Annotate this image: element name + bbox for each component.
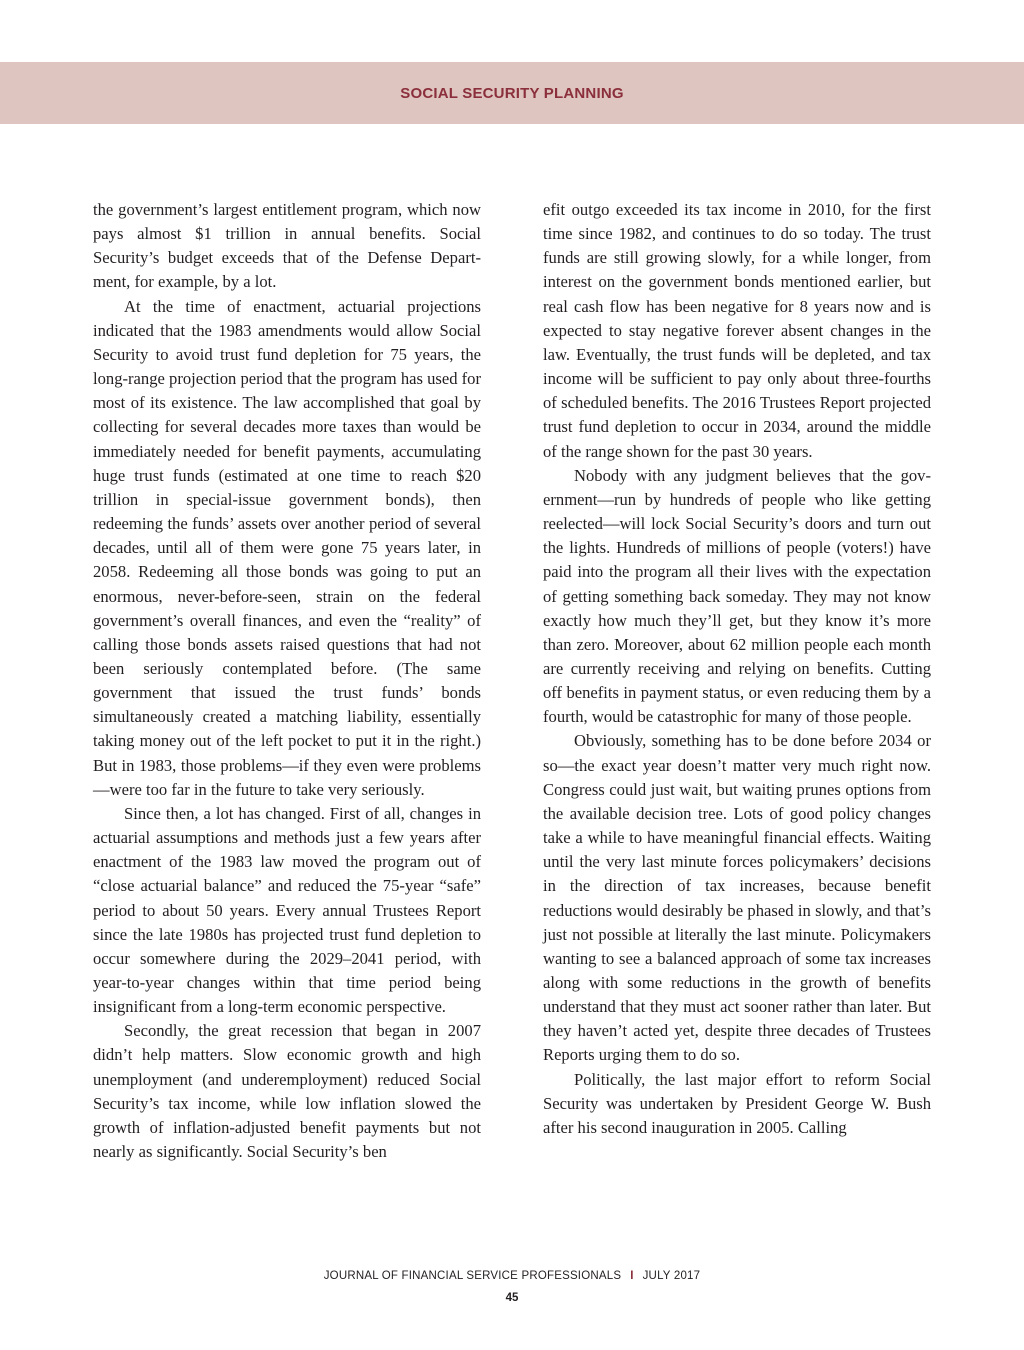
page-footer [0,1270,1024,1282]
section-title: SOCIAL SECURITY PLANNING [400,84,624,102]
article-column-left [93,198,481,1164]
journal-name: JOURNAL OF FINANCIAL SERVICE PROFESSIONALS [323,1270,622,1282]
paragraph: the government’s largest entitlement program, which now pays almost $1 trillion in annual benefits. Social Security’s budget exceeds that of the Defense Department, for example, by a lot. [93,200,481,292]
paragraph: Obviously, something has to be done before 2034 or so—the exact year doesn’t matter very much right now. Congress could just wait, but waiting prunes options from the available decision tree. Lots of good policy changes take a while to have meaningful financial effects. Waiting until the very last minute forces policymakers’ decisions in the direction of tax increases, because benefit reductions would desirably be phased in slowly, and that’s just not possible at literally the last minute. Policymakers wanting to see a balanced approach of some tax increases along with some reductions in the growth of benefits understand that they must act sooner rather than later. But they haven’t acted yet, despite three decades of Trustees Reports urging them to do so. [543,731,931,1065]
paragraph: At the time of enactment, actuarial projections indicated that the 1983 amendments would allow Social Security to avoid trust fund depletion for 75 years, the long-range projection period that the program has used for most of its existence. The law accomplished that goal by collecting for several decades more taxes than would be immediately needed for benefit payments, accumulating huge trust funds (estimated at one time to reach $20 trillion in special-issue government bonds), then redeeming the funds’ assets over another period of several decades, until all of them were gone 75 years later, in 2058. Redeeming all those bonds was going to put an enormous, never-before-seen, strain on the federal government’s overall finances, and even the “reality” of calling those bonds assets raised questions that had not been seriously contemplated before. (The same government that issued the trust funds’ bonds simultaneously created a matching liability, essentially taking money out of the left pocket to put it in the right.) But in 1983, those problems—if they even were problems—were too far in the future to take very seriously. [93,296,481,799]
paragraph: Politically, the last major effort to reform Social Security was undertaken by President George W. Bush after his second inauguration in 2005. Calling [543,1069,931,1137]
paragraph: Nobody with any judgment believes that the government—run by hundreds of people who like getting reelected—will lock Social Security’s doors and turn out the lights. Hundreds of millions of people (voters!) have paid into the program all their lives with the expectation of getting something back someday. They may not know exactly how much they’ll get, but they know it’s more than zero. Moreover, about 62 million people each month are currently receiving and relying on benefits. Cutting off benefits in payment status, or even reducing them by a fourth, would be catastrophic for many of those people. [543,465,931,727]
page-number: 45 [505,1292,519,1304]
paragraph: efit outgo exceeded its tax income in 2010, for the first time since 1982, and continues to do so today. The trust funds are still growing slowly, for a while longer, from interest on the government bonds mentioned earlier, but real cash flow has been negative for 8 years now and is expected to stay negative forever absent changes in the law. Eventually, the trust funds will be depleted, and tax income will be sufficient to pay only about three-fourths of scheduled benefits. The 2016 Trustees Report projected trust fund depletion to occur in 2034, around the middle of the range shown for the past 30 years. [543,200,931,461]
issue-date: JULY 2017 [642,1270,701,1282]
section-header-band [0,62,1024,124]
paragraph: Since then, a lot has changed. First of all, changes in actuarial assumptions and methods just a few years after enactment of the 1983 law moved the program out of “close actuarial balance” and reduced the 75-year “safe” period to about 50 years. Every annual Trustees Report since the late 1980s has projected trust fund depletion to occur somewhere during the 2029–2041 period, with year-to-year changes within that time period being insignificant from a long-term economic perspective. [93,803,481,1017]
footer-separator: I [630,1270,634,1282]
paragraph: Secondly, the great recession that began in 2007 didn’t help matters. Slow economic growth and high unemployment (and underemployment) reduced Social Security’s tax income, while low inflation slowed the growth of inflation-adjusted benefit payments but not nearly as significantly. Social Security’s ben [93,1021,481,1162]
article-column-right [543,198,931,1140]
